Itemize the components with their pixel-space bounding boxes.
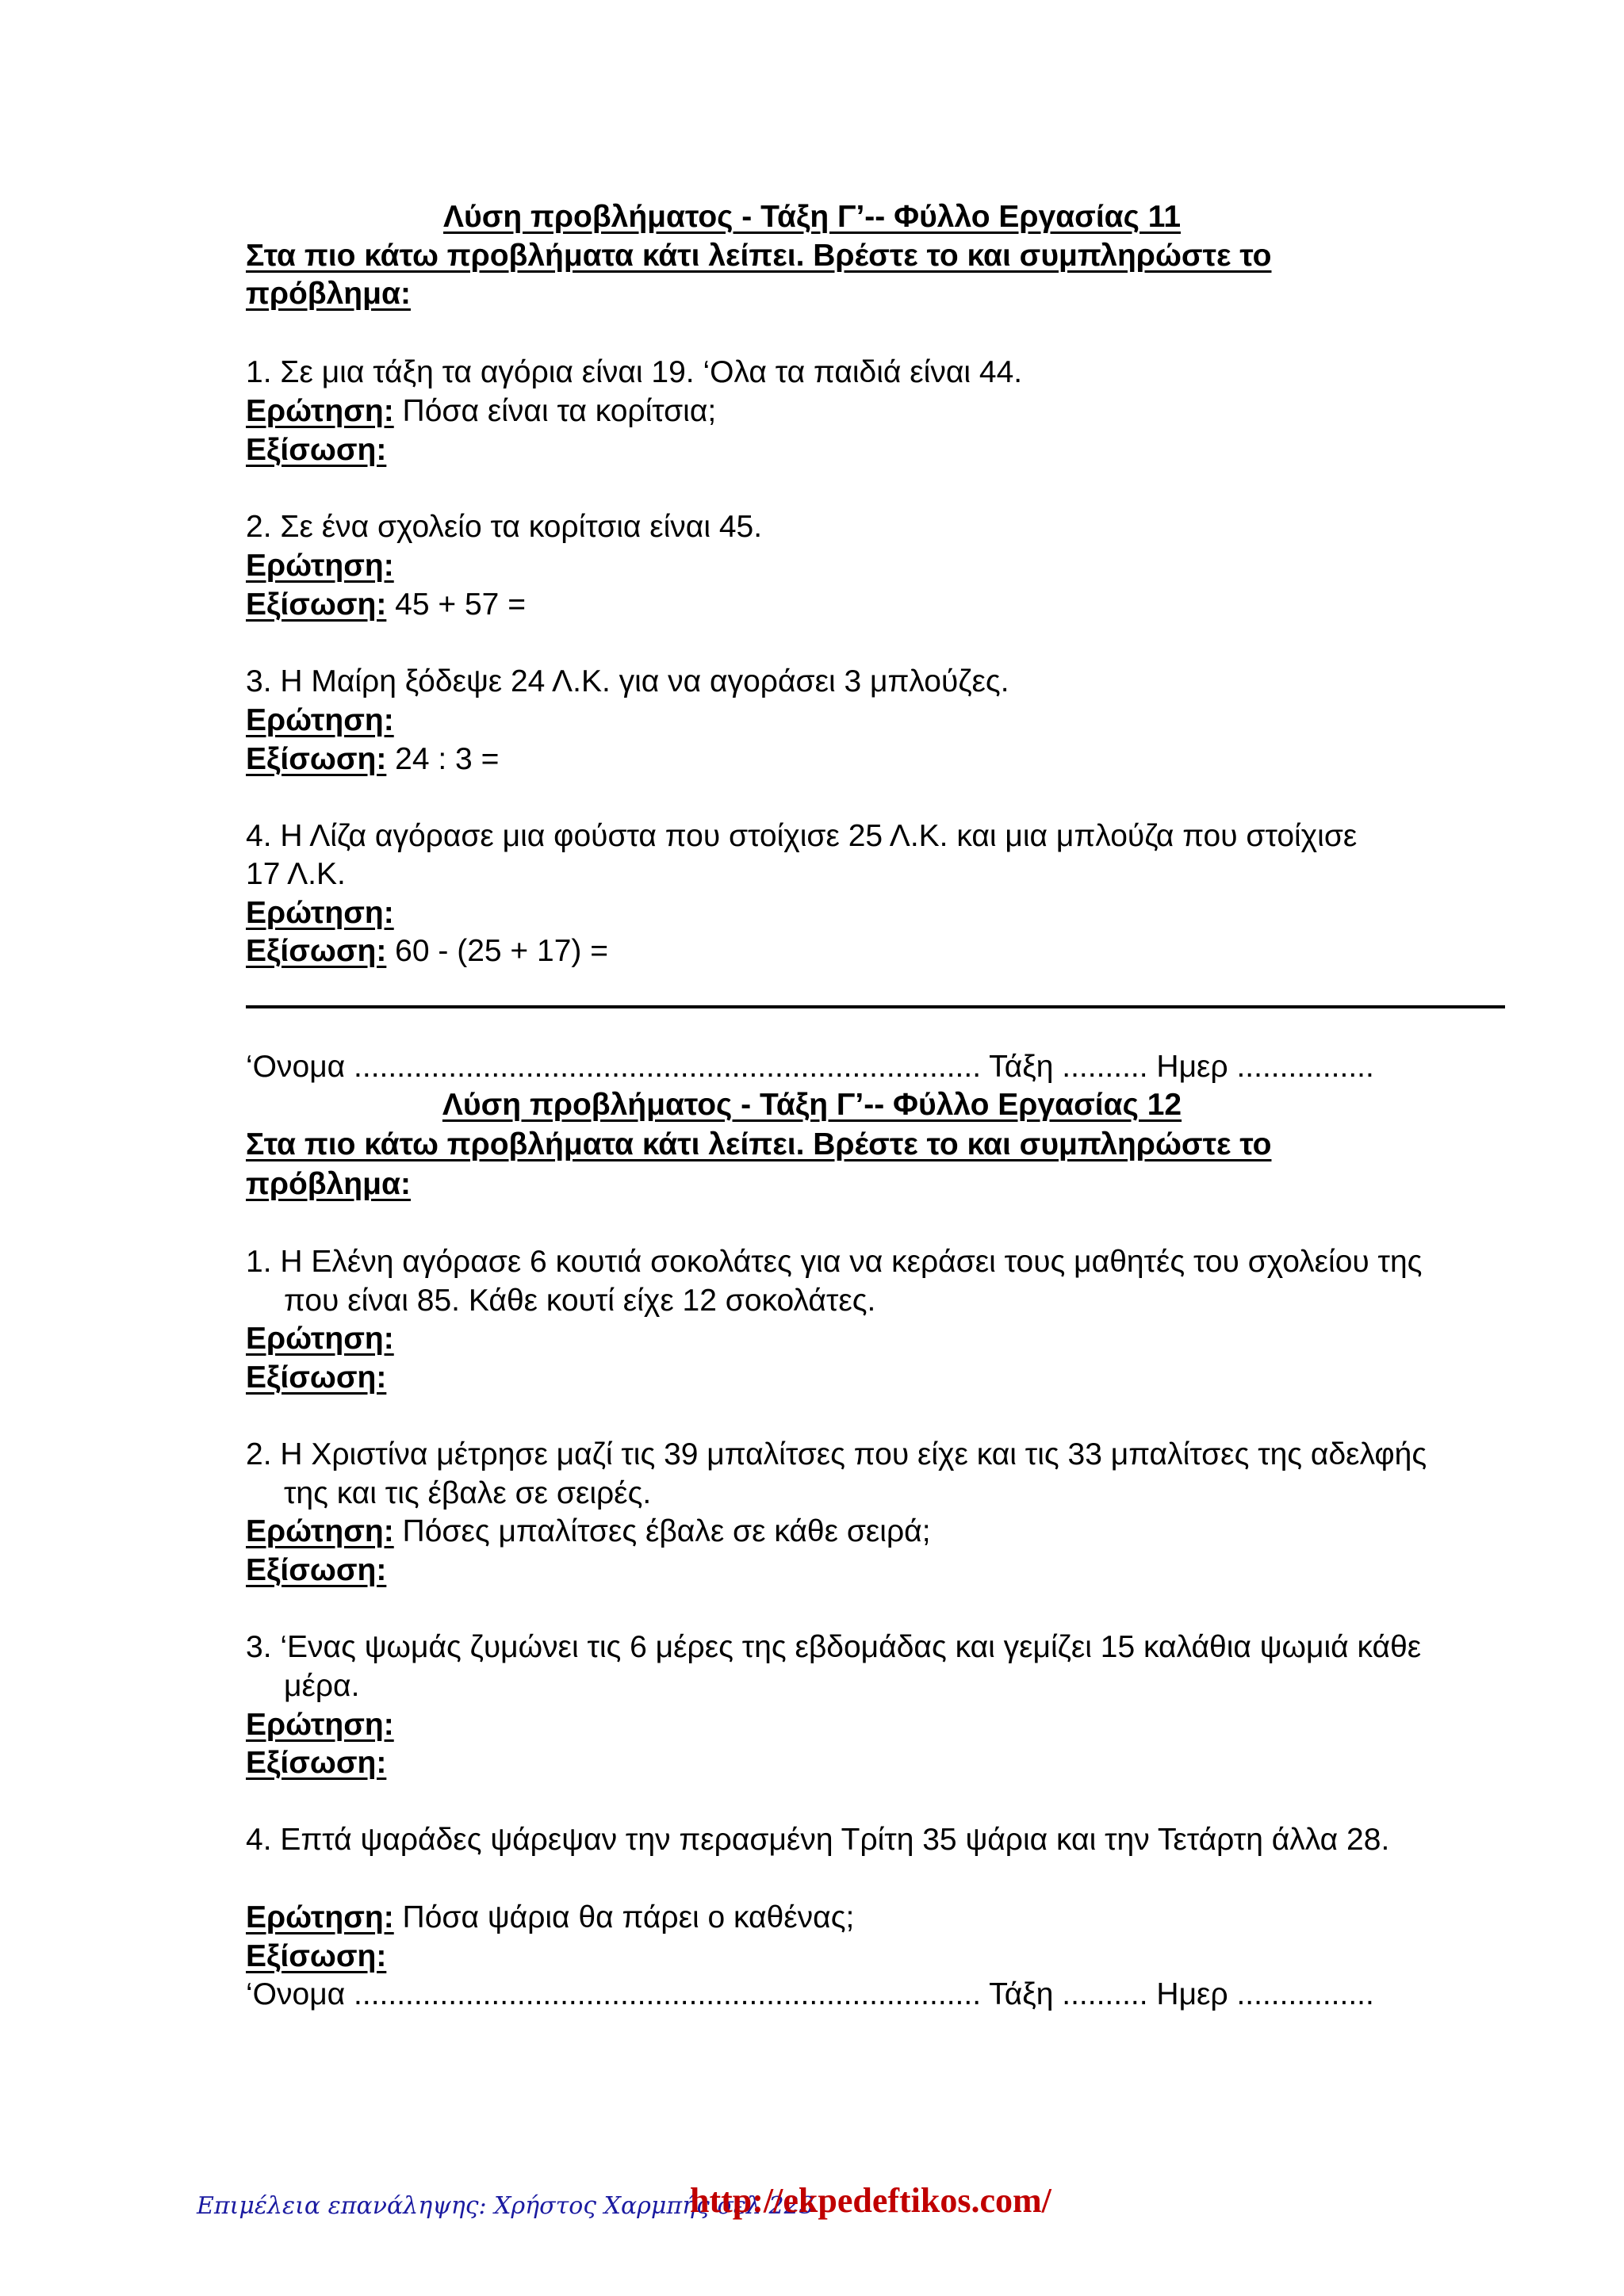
sheet12-problem1-text-line1: 1. Η Ελένη αγόρασε 6 κουτιά σοκολάτες για να κεράσει τους μαθητές του σχολείου της bbox=[246, 1245, 1423, 1279]
sheet12-problem2-question bbox=[246, 1513, 931, 1551]
footer-credit: Επιμέλεια επανάληψης: Χρήστος Χαρμπής σελ 223 bbox=[197, 2192, 814, 2220]
equation-label: Εξίσωση: bbox=[246, 433, 387, 467]
sheet12-problem4-equation bbox=[246, 1938, 386, 1976]
sheet12-instruction-line1: Στα πιο κάτω προβλήματα κάτι λείπει. Βρέστε το και συμπληρώστε το bbox=[246, 1127, 1272, 1161]
sheet12-problem1-text-line2: που είναι 85. Κάθε κουτί είχε 12 σοκολάτες. bbox=[284, 1284, 876, 1318]
equation-text: 45 + 57 = bbox=[386, 587, 526, 622]
sheet12-problem3-equation bbox=[246, 1744, 386, 1782]
sheet11-problem1-equation bbox=[246, 431, 386, 469]
equation-label: Εξίσωση: bbox=[246, 1746, 387, 1780]
sheet12-problem3-text-line1: 3. ‘Ενας ψωμάς ζυμώνει τις 6 μέρες της εβδομάδας και γεμίζει 15 καλάθια ψωμιά κάθε bbox=[246, 1630, 1422, 1664]
sheet11-problem2-question bbox=[246, 547, 394, 585]
question-label: Ερώτηση: bbox=[246, 1708, 394, 1742]
sheet12-problem1-question bbox=[246, 1320, 394, 1358]
question-label: Ερώτηση: bbox=[246, 1322, 394, 1356]
sheet12-problem4-text: 4. Επτά ψαράδες ψάρεψαν την περασμένη Τρίτη 35 ψάρια και την Τετάρτη άλλα 28. bbox=[246, 1823, 1390, 1857]
name-line-1: ‘Ονομα ......................................................................... Τάξη .......... Ημερ ................ bbox=[246, 1050, 1374, 1084]
question-label: Ερώτηση: bbox=[246, 703, 394, 737]
sheet11-problem3-equation bbox=[246, 740, 499, 779]
sheet11-problem3-text: 3. Η Μαίρη ξόδεψε 24 Λ.Κ. για να αγοράσει 3 μπλούζες. bbox=[246, 664, 1009, 698]
equation-label: Εξίσωση: bbox=[246, 1553, 387, 1587]
sheet12-problem3-question bbox=[246, 1706, 394, 1744]
section-divider bbox=[246, 1005, 1505, 1008]
question-label: Ερώτηση: bbox=[246, 896, 394, 930]
sheet12-problem2-text-line1: 2. Η Χριστίνα μέτρησε μαζί τις 39 μπαλίτσες που είχε και τις 33 μπαλίτσες της αδελφής bbox=[246, 1437, 1427, 1471]
question-label: Ερώτηση: bbox=[246, 394, 394, 428]
equation-label: Εξίσωση: bbox=[246, 587, 387, 622]
footer-link[interactable]: http://ekpedeftikos.com/ bbox=[690, 2181, 1051, 2220]
question-label: Ερώτηση: bbox=[246, 1900, 394, 1934]
equation-label: Εξίσωση: bbox=[246, 1360, 387, 1395]
name-line-2: ‘Ονομα ......................................................................... Τάξη .......... Ημερ ................ bbox=[246, 1977, 1374, 2011]
sheet12-problem1-equation bbox=[246, 1359, 386, 1397]
equation-label: Εξίσωση: bbox=[246, 934, 387, 968]
sheet11-problem3-question bbox=[246, 702, 394, 740]
equation-text: 60 - (25 + 17) = bbox=[386, 934, 608, 968]
sheet12-problem4-question bbox=[246, 1899, 854, 1937]
sheet11-problem2-equation bbox=[246, 586, 526, 624]
sheet11-problem1-text: 1. Σε μια τάξη τα αγόρια είναι 19. ‘Ολα τα παιδιά είναι 44. bbox=[246, 355, 1023, 389]
sheet11-problem4-text-line1: 4. Η Λίζα αγόρασε μια φούστα που στοίχισε 25 Λ.Κ. και μια μπλούζα που στοίχισε bbox=[246, 819, 1358, 853]
question-text: Πόσα είναι τα κορίτσια; bbox=[393, 394, 717, 428]
equation-label: Εξίσωση: bbox=[246, 742, 387, 776]
sheet12-problem3-text-line2: μέρα. bbox=[284, 1669, 360, 1703]
sheet11-problem2-text: 2. Σε ένα σχολείο τα κορίτσια είναι 45. bbox=[246, 510, 763, 544]
sheet12-problem2-text-line2: της και τις έβαλε σε σειρές. bbox=[284, 1476, 652, 1510]
sheet12-title: Λύση προβλήματος - Τάξη Γ’-- Φύλλο Εργασίας 12 bbox=[442, 1088, 1182, 1122]
question-label: Ερώτηση: bbox=[246, 549, 394, 583]
sheet11-problem4-question bbox=[246, 894, 394, 932]
sheet12-instruction-line2: πρόβλημα: bbox=[246, 1167, 411, 1201]
sheet11-problem1-question bbox=[246, 392, 716, 430]
sheet11-problem4-equation bbox=[246, 932, 608, 970]
equation-label: Εξίσωση: bbox=[246, 1939, 387, 1973]
sheet11-instruction-line1: Στα πιο κάτω προβλήματα κάτι λείπει. Βρέστε το και συμπληρώστε το bbox=[246, 239, 1272, 273]
sheet12-problem2-equation bbox=[246, 1552, 386, 1590]
sheet11-problem4-text-line2: 17 Λ.Κ. bbox=[246, 857, 346, 891]
question-text: Πόσες μπαλίτσες έβαλε σε κάθε σειρά; bbox=[393, 1514, 931, 1548]
question-text: Πόσα ψάρια θα πάρει ο καθένας; bbox=[393, 1900, 855, 1934]
sheet11-instruction-line2: πρόβλημα: bbox=[246, 277, 411, 311]
equation-text: 24 : 3 = bbox=[386, 742, 500, 776]
question-label: Ερώτηση: bbox=[246, 1514, 394, 1548]
sheet11-title: Λύση προβλήματος - Τάξη Γ’-- Φύλλο Εργασίας 11 bbox=[442, 200, 1182, 234]
